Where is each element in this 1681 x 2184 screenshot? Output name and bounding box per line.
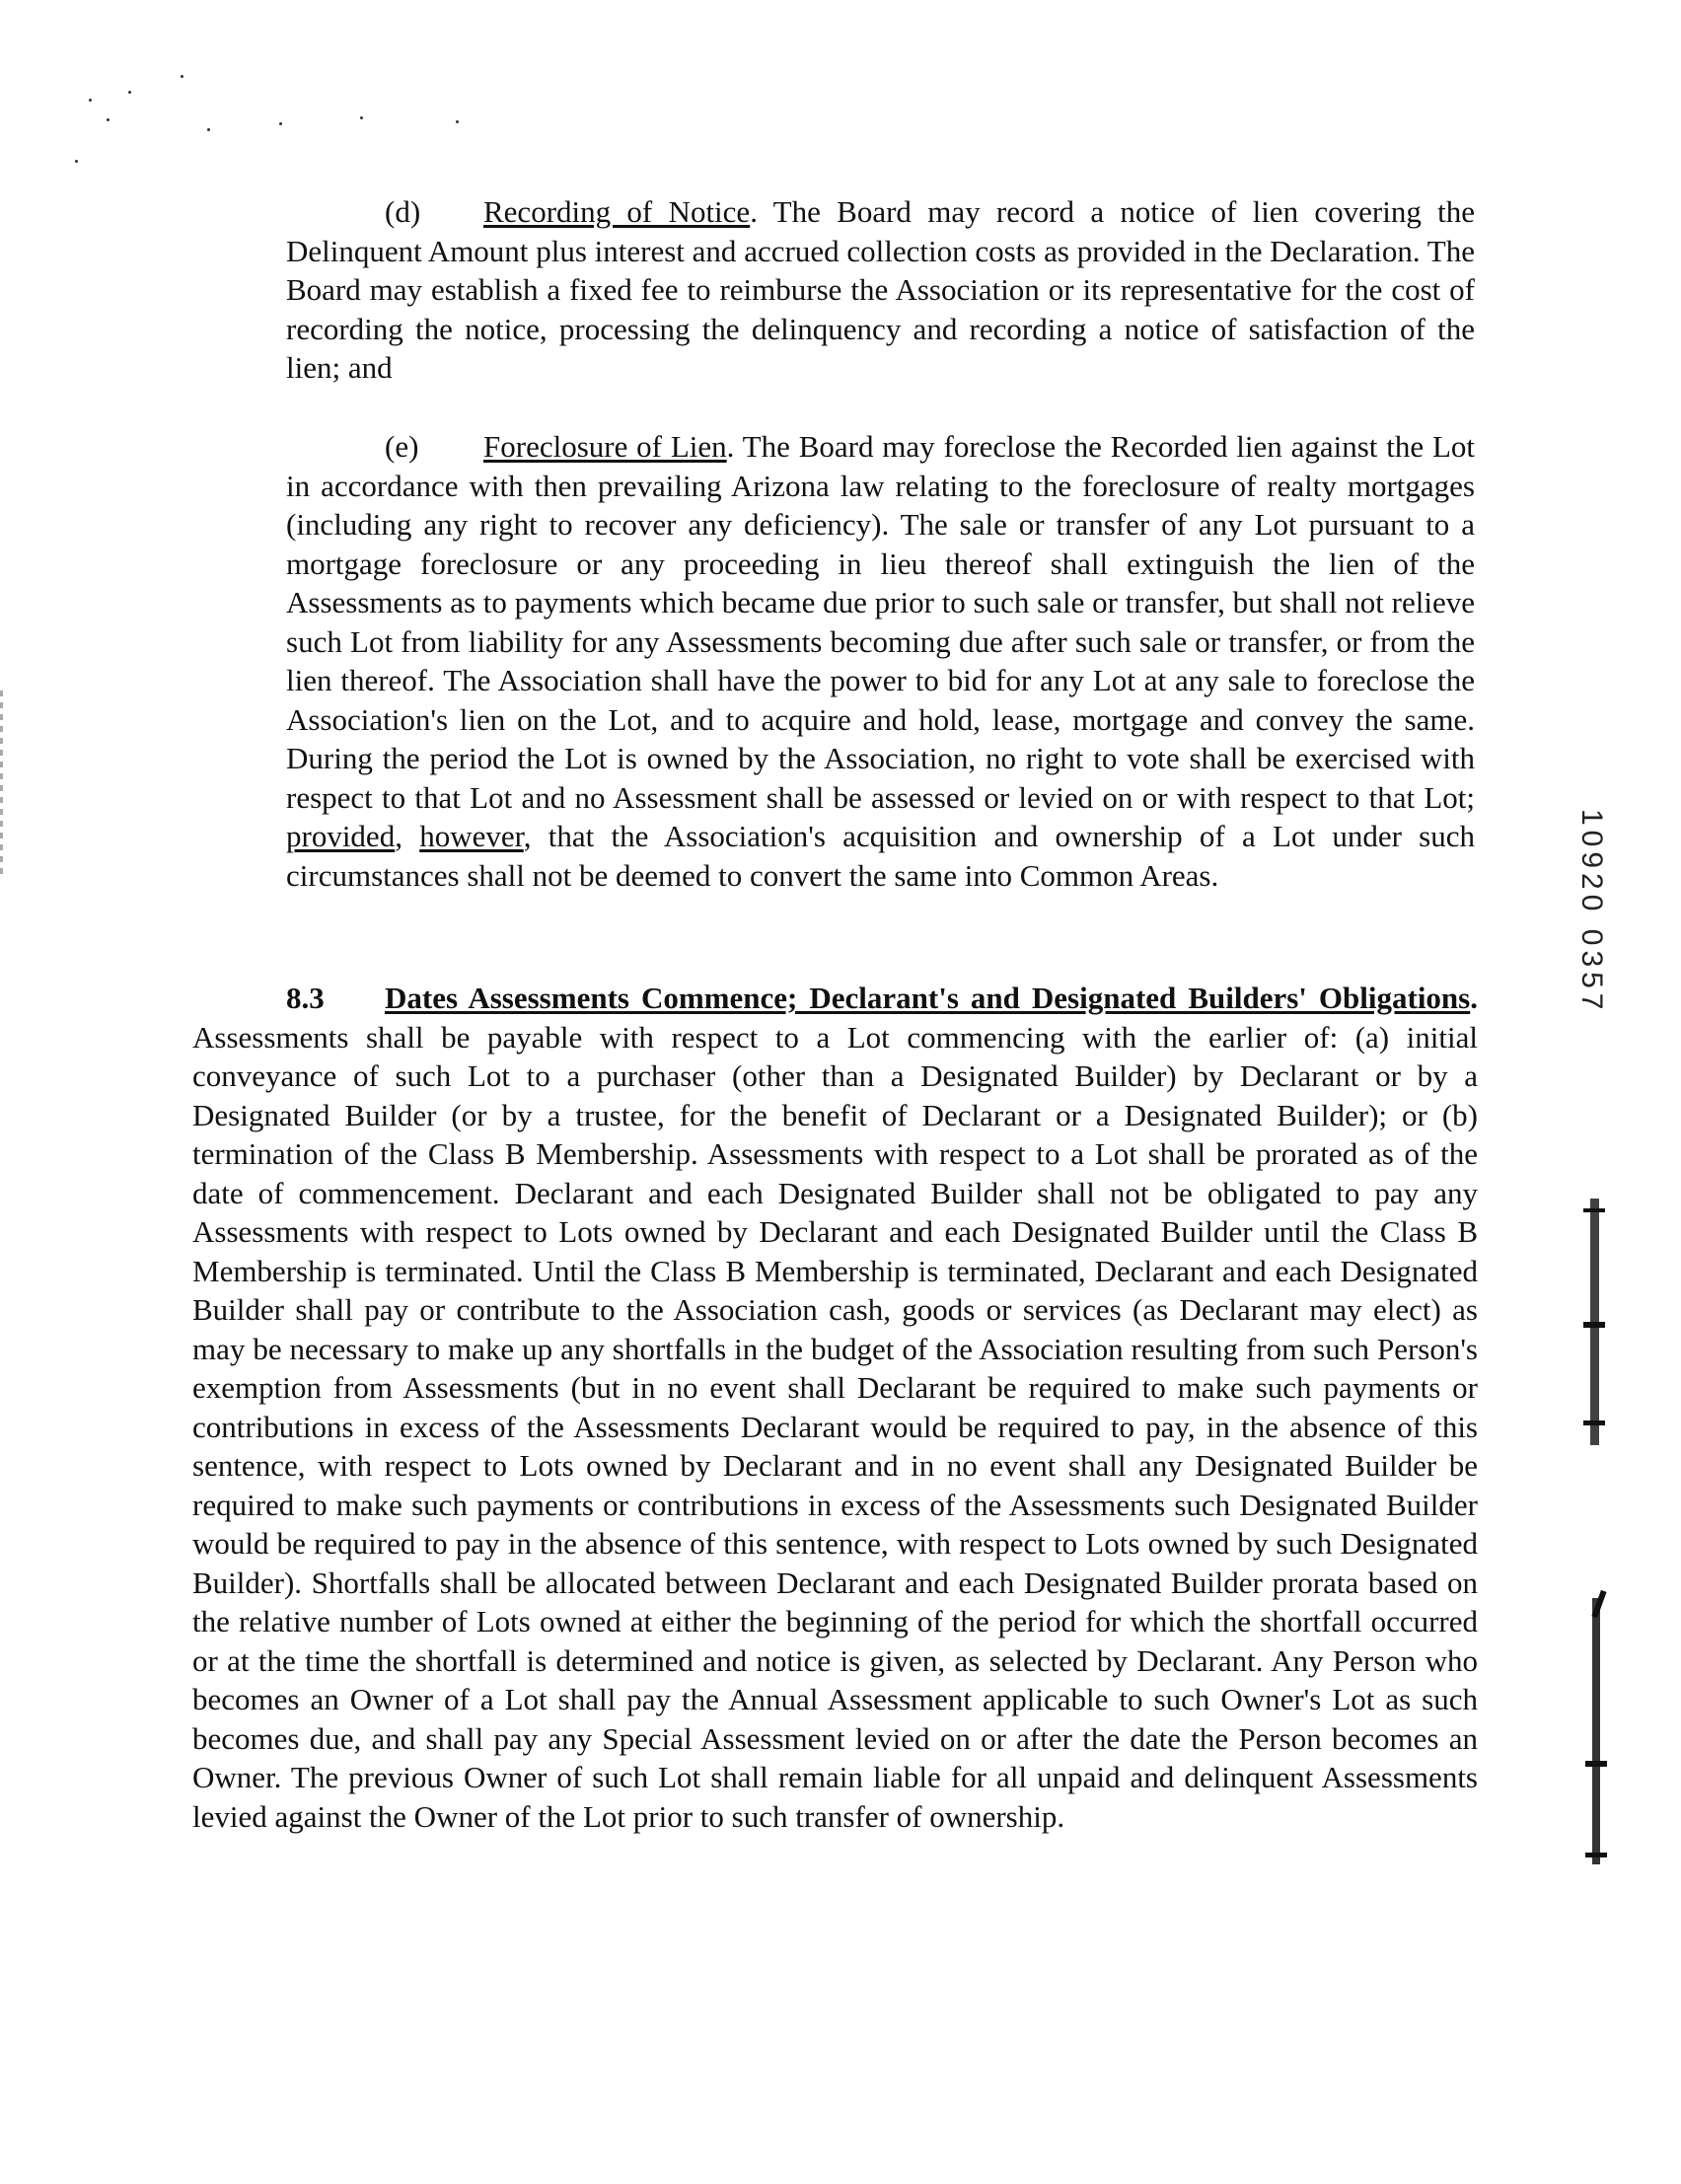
recording-number: 10920 0357 bbox=[1575, 809, 1608, 1015]
scan-speck bbox=[89, 99, 92, 102]
margin-stamp-lower bbox=[1592, 1598, 1600, 1864]
scan-speck bbox=[75, 160, 78, 163]
margin-stamp-lower-tick bbox=[1585, 1761, 1607, 1767]
margin-stamp-lower-tick bbox=[1585, 1853, 1607, 1857]
paragraph-e-text-1: . The Board may foreclose the Recorded lien against the Lot in accordance with then prevailing Arizona law relating to the foreclosure of realty mortgages (including any right to recover any deficiency). The sale or transfer of any Lot pursuant to a mortgage foreclosure or any proceeding in lieu thereof shall extinguish the lien of the Assessments as to payments which became due prior to such sale or transfer, but shall not relieve such Lot from liability for any Assessments becoming due after such sale or transfer, or from the lien thereof. The Association shall have the power to bid for any Lot at any sale to foreclose the Association's lien on the Lot, and to acquire and hold, lease, mortgage and convey the same. During the period the Lot is owned by the Association, no right to vote shall be exercised with respect to that Lot and no Assessment shall be assessed or levied on or with respect to that Lot; bbox=[286, 429, 1475, 815]
section-8-3-title: Dates Assessments Commence; Declarant's and Designated Builders' Obligations bbox=[385, 981, 1471, 1015]
paragraph-e-title: Foreclosure of Lien bbox=[483, 429, 727, 464]
scan-speck bbox=[360, 116, 363, 119]
section-8-3-text: Assessments shall be payable with respect to a Lot commencing with the earlier of: (a) initial conveyance of such Lot to a purchaser (other than a Designated Builder) by Declarant or by a Designated Builder (or by a trustee, for the benefit of Declarant or a Designated Builder); or (b) termination of the Class B Membership. Assessments with respect to a Lot shall be prorated as of the date of commencement. Declarant and each Designated Builder shall not be obligated to pay any Assessments with respect to Lots owned by Declarant and each Designated Builder until the Class B Membership is terminated. Until the Class B Membership is terminated, Declarant and each Designated Builder shall pay or contribute to the Association cash, goods or services (as Declarant may elect) as may be necessary to make up any shortfalls in the budget of the Association resulting from such Person's exemption from Assessments (but in no event shall Declarant be required to make such payments or contributions in excess of the Assessments Declarant would be required to pay, in the absence of this sentence, with respect to Lots owned by Declarant and in no event shall any Designated Builder be required to make such payments or contributions in excess of the Assessments such Designated Builder would be required to pay in the absence of this sentence, with respect to Lots owned by such Designated Builder). Shortfalls shall be allocated between Declarant and each Designated Builder prorata based on the relative number of Lots owned at either the beginning of the period for which the shortfall occurred or at the time the shortfall is determined and notice is given, as selected by Declarant. Any Person who becomes an Owner of a Lot shall pay the Annual Assessment applicable to such Owner's Lot as such becomes due, and shall pay any Special Assessment levied on or after the date the Person becomes an Owner. The previous Owner of such Lot shall remain liable for all unpaid and delinquent Assessments levied against the Owner of the Lot prior to such transfer of ownership. bbox=[192, 1019, 1478, 1834]
paragraph-e-text-2: , that the Association's acquisition and ownership of a Lot under such circumstances shall not be deemed to convert the same into Common Areas. bbox=[286, 819, 1475, 893]
however-term: however bbox=[419, 819, 524, 853]
margin-stamp-upper-tick bbox=[1583, 1420, 1605, 1425]
paragraph-e-label: (e) bbox=[385, 429, 419, 464]
paragraph-e bbox=[286, 427, 1475, 895]
scan-left-edge-mark bbox=[0, 691, 3, 878]
margin-stamp-upper-tick bbox=[1583, 1208, 1605, 1212]
margin-stamp-upper-tick bbox=[1583, 1322, 1605, 1328]
section-8-3 bbox=[192, 979, 1478, 1836]
paragraph-d-title: Recording of Notice bbox=[483, 194, 751, 229]
paragraph-d bbox=[286, 192, 1475, 388]
paragraph-d-label: (d) bbox=[385, 194, 421, 229]
provided-term: provided bbox=[286, 819, 396, 853]
scan-speck bbox=[128, 91, 131, 94]
section-8-3-number: 8.3 bbox=[286, 981, 325, 1015]
paragraph-d-text: . The Board may record a notice of lien covering the Delinquent Amount plus interest and accrued collection costs as provided in the Declaration. The Board may establish a fixed fee to reimburse the Association or its representative for the cost of recording the notice, processing the delinquency and recording a notice of satisfaction of the lien; and bbox=[286, 194, 1475, 385]
comma-separator: , bbox=[395, 819, 420, 853]
scan-speck bbox=[279, 122, 282, 125]
scan-speck bbox=[107, 118, 110, 121]
section-8-3-title-period: . bbox=[1470, 981, 1478, 1015]
scan-speck bbox=[207, 128, 210, 131]
scan-speck bbox=[456, 120, 459, 123]
scan-speck bbox=[181, 75, 183, 78]
